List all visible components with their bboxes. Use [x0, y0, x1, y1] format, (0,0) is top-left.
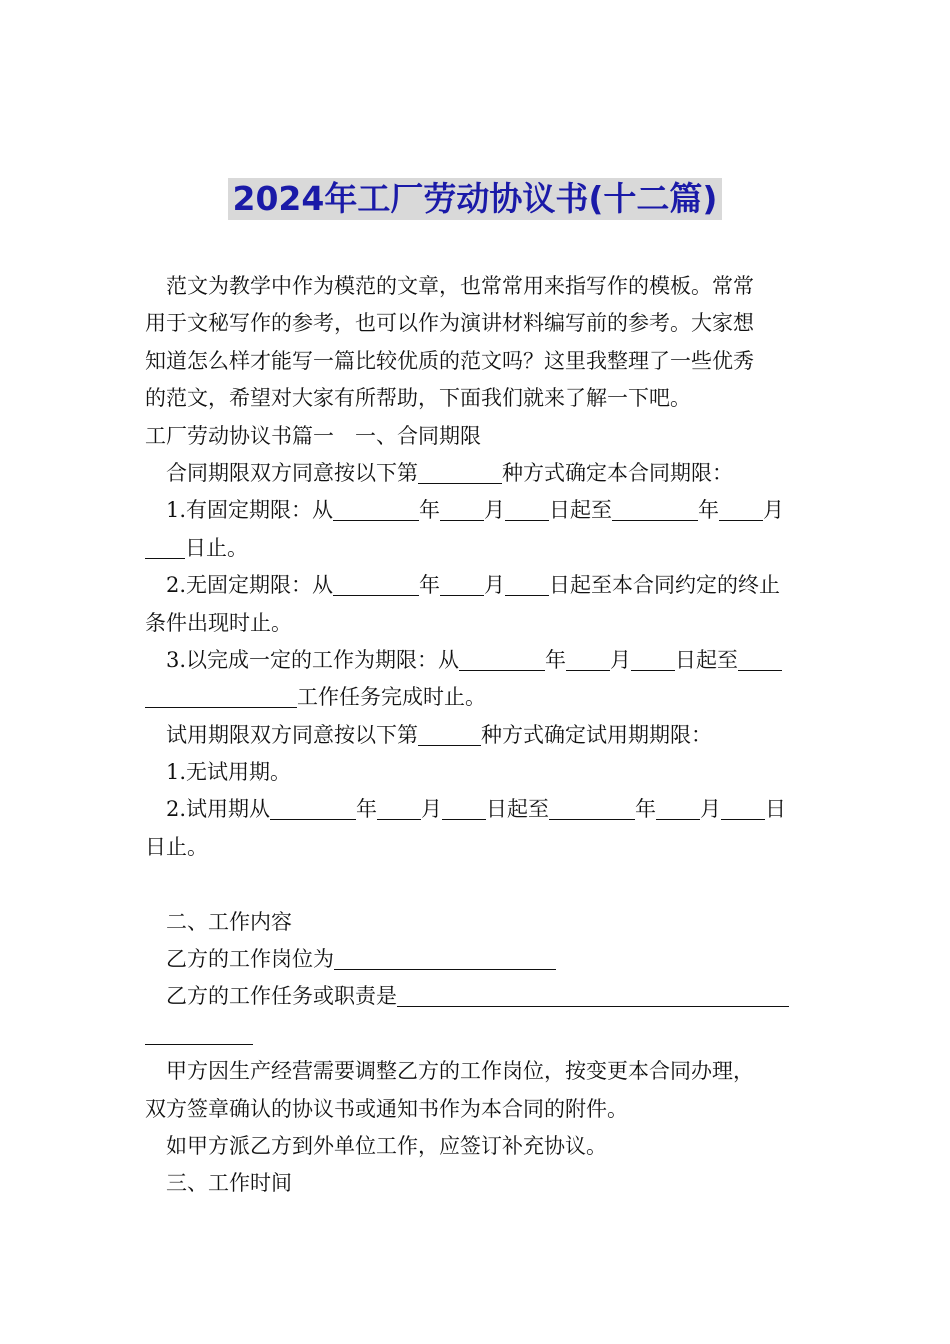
section-heading: 三、工作时间 — [166, 1171, 292, 1196]
probation-line — [145, 717, 810, 754]
text: 年 — [698, 498, 720, 523]
fill-blank — [145, 534, 185, 559]
text: 年 — [356, 797, 378, 822]
fill-blank — [333, 496, 419, 521]
fill-blank — [145, 683, 297, 708]
task-term-option — [145, 642, 810, 679]
text: 月 — [763, 498, 785, 523]
text: 年 — [635, 797, 657, 822]
no-probation-option: 1.无试用期。 — [166, 760, 292, 785]
fill-blank — [459, 646, 545, 671]
text: 月 — [484, 573, 506, 598]
text: 3.以完成一定的工作为期限：从 — [166, 647, 460, 672]
text: 月 — [700, 797, 722, 822]
fill-blank — [505, 571, 549, 596]
fill-blank — [738, 646, 782, 671]
text: 2.试用期从 — [166, 797, 271, 822]
position-line — [145, 941, 810, 978]
intro-line: 的范文，希望对大家有所帮助，下面我们就来了解一下吧。 — [145, 386, 691, 411]
fixed-term-option-cont — [145, 530, 810, 567]
probation-option — [145, 791, 810, 828]
duties-line — [145, 978, 810, 1015]
text: 1.有固定期限：从 — [166, 498, 334, 523]
fill-blank — [442, 795, 486, 820]
fixed-term-option — [145, 492, 810, 529]
fill-blank — [418, 459, 502, 484]
spacer — [145, 866, 810, 903]
fill-blank — [566, 646, 610, 671]
section-heading: 二、工作内容 — [166, 909, 292, 934]
text: 合同期限双方同意按以下第 — [166, 460, 418, 485]
text: 种方式确定本合同期限： — [502, 460, 733, 485]
text: 日起至本合同约定的终止 — [549, 573, 781, 598]
text: 乙方的工作任务或职责是 — [166, 984, 397, 1009]
duties-line-cont — [145, 1016, 810, 1053]
text: 工作任务完成时止。 — [297, 685, 486, 710]
text: 月 — [610, 647, 632, 672]
fill-blank — [145, 1020, 253, 1045]
text: 种方式确定试用期期限： — [481, 722, 712, 747]
fill-blank — [549, 795, 635, 820]
fill-blank — [333, 571, 419, 596]
fill-blank — [612, 496, 698, 521]
text: 日起至 — [549, 498, 613, 523]
fill-blank — [631, 646, 675, 671]
text: 年 — [545, 647, 567, 672]
text: 年 — [419, 498, 441, 523]
text: 日起至 — [675, 647, 739, 672]
section-heading: 工厂劳动协议书篇一 一、合同期限 — [145, 423, 481, 448]
fill-blank — [721, 795, 765, 820]
text: 日止。 — [185, 535, 248, 560]
document-body — [145, 268, 810, 1203]
text: 年 — [419, 573, 441, 598]
intro-line: 用于文秘写作的参考，也可以作为演讲材料编写前的参考。大家想 — [145, 311, 754, 336]
text: 试用期限双方同意按以下第 — [166, 722, 418, 747]
fill-blank — [397, 982, 789, 1007]
fill-blank — [270, 795, 356, 820]
fill-blank — [418, 721, 481, 746]
text: 月 — [421, 797, 443, 822]
open-term-option — [145, 567, 810, 604]
open-term-option-cont: 条件出现时止。 — [145, 610, 292, 635]
intro-line: 范文为教学中作为模范的文章，也常常用来指写作的模板。常常 — [166, 274, 754, 298]
fill-blank — [334, 945, 556, 970]
text: 月 — [484, 498, 506, 523]
text: 日 — [765, 797, 787, 822]
text: 乙方的工作岗位为 — [166, 947, 334, 972]
text: 日起至 — [486, 797, 550, 822]
paragraph-line: 双方签章确认的协议书或通知书作为本合同的附件。 — [145, 1096, 628, 1121]
intro-line: 知道怎么样才能写一篇比较优质的范文吗？这里我整理了一些优秀 — [145, 348, 754, 373]
probation-option-cont: 日止。 — [145, 834, 208, 859]
fill-blank — [505, 496, 549, 521]
fill-blank — [440, 571, 484, 596]
fill-blank — [719, 496, 763, 521]
fill-blank — [440, 496, 484, 521]
title-wrap — [0, 178, 950, 220]
paragraph-line: 如甲方派乙方到外单位工作，应签订补充协议。 — [166, 1133, 607, 1158]
fill-blank — [656, 795, 700, 820]
task-term-option-cont — [145, 679, 810, 716]
paragraph-line: 甲方因生产经营需要调整乙方的工作岗位，按变更本合同办理， — [166, 1059, 754, 1084]
text: 2.无固定期限：从 — [166, 573, 334, 598]
document-title: 2024年工厂劳动协议书(十二篇) — [228, 178, 721, 220]
fill-blank — [377, 795, 421, 820]
contract-term-line — [145, 455, 810, 492]
